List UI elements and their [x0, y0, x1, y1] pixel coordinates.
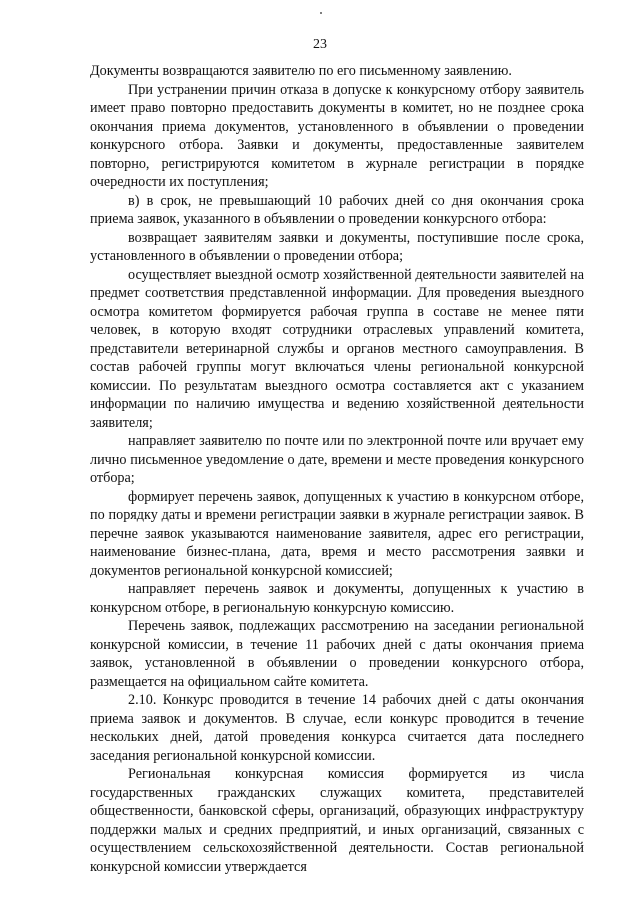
- paragraph: в) в срок, не превышающий 10 рабочих дней со дня окончания срока приема заявок, указанного в объявлении о проведении конкурсного отбора:: [90, 192, 584, 227]
- paragraph: 2.10. Конкурс проводится в течение 14 рабочих дней с даты окончания приема заявок и документов. В случае, если конкурс проводится в течение нескольких дней, датой проведения конкурса считается дата последнего заседания региональной конкурсной комиссии.: [90, 692, 584, 764]
- paragraph: При устранении причин отказа в допуске к конкурсному отбору заявитель имеет право повторно предоставить документы в комитет, но не позднее срока окончания приема документов, установленного в объявлении о проведении конкурсного отбора. Заявки и документы, предоставленные заявителем повторно, регистрируются комитетом в журнале регистрации в порядке очередности их поступления;: [90, 81, 584, 190]
- paragraph: направляет заявителю по почте или по электронной почте или вручает ему лично письменное уведомление о дате, времени и месте проведения конкурсного отбора;: [90, 433, 584, 486]
- document-body: [90, 62, 584, 876]
- scan-speck: [320, 12, 322, 14]
- paragraph: Перечень заявок, подлежащих рассмотрению на заседании региональной конкурсной комиссии, в течение 11 рабочих дней с даты окончания приема заявок, установленной в объявлении о проведении конкурсного отбора, размещается на официальном сайте комитета.: [90, 618, 584, 690]
- paragraph: формирует перечень заявок, допущенных к участию в конкурсном отборе, по порядку даты и времени регистрации заявки в журнале регистрации заявок. В перечне заявок указываются наименование заявителя, адрес его регистрации, наименование бизнес-плана, дата, время и место рассмотрения заявки и документов региональной конкурсной комиссией;: [90, 488, 584, 579]
- paragraph: возвращает заявителям заявки и документы, поступившие после срока, установленного в объявлении о проведении отбора;: [90, 229, 584, 264]
- paragraph: Региональная конкурсная комиссия формируется из числа государственных гражданских служащих комитета, представителей общественности, банковской сферы, организаций, образующих инфраструктуру поддержки малых и средних предприятий, и иных организаций, связанных с осуществлением сельскохозяйственной деятельности. Состав региональной конкурсной комиссии утверждается: [90, 766, 584, 875]
- paragraph: направляет перечень заявок и документы, допущенных к участию в конкурсном отборе, в региональную конкурсную комиссию.: [90, 581, 584, 616]
- paragraph: осуществляет выездной осмотр хозяйственной деятельности заявителей на предмет соответствия представленной информации. Для проведения выездного осмотра комитетом формируется рабочая группа в составе не менее пяти человек, в которую входят сотрудники отраслевых управлений комитета, представители ветеринарной службы и органов местного самоуправления. В состав рабочей группы могут включаться члены региональной конкурсной комиссии. По результатам выездного осмотра составляется акт с указанием информации по наличию имущества и ведению хозяйственной деятельности заявителя;: [90, 266, 584, 431]
- page-number: 23: [313, 37, 327, 52]
- paragraph: Документы возвращаются заявителю по его письменному заявлению.: [90, 63, 512, 79]
